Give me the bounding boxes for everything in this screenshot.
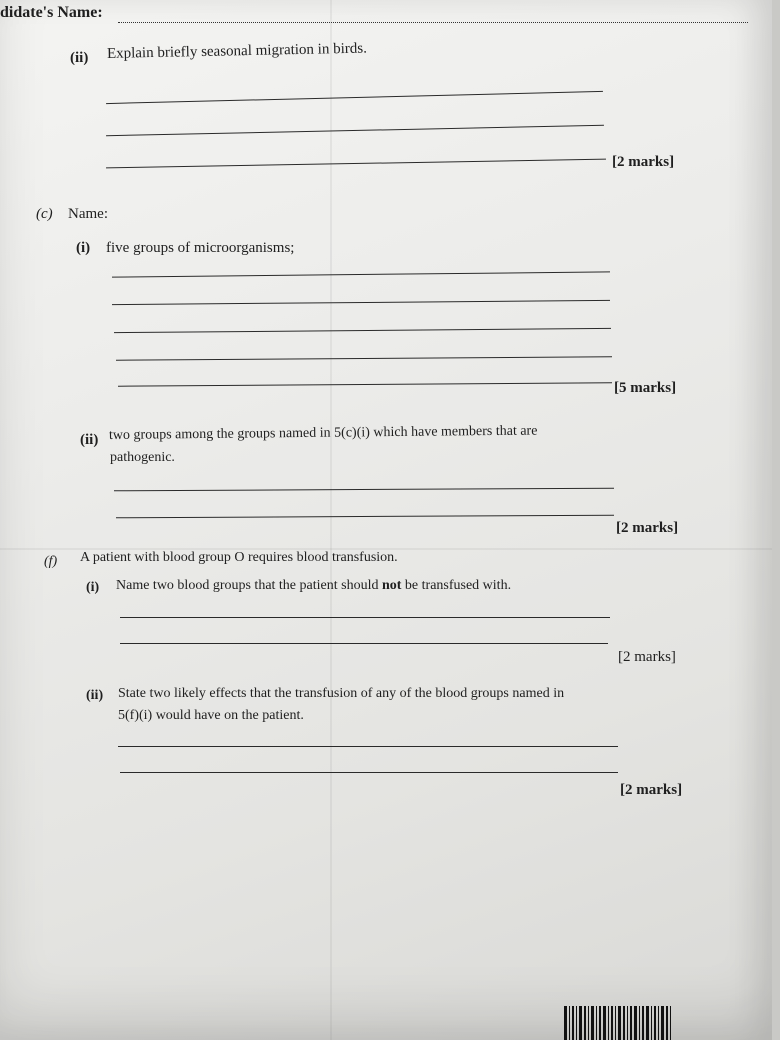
question-text: A patient with blood group O requires blood transfusion.: [80, 550, 398, 565]
question-text: Name two blood groups that the patient should not be transfused with.: [116, 578, 512, 593]
question-text: Explain briefly seasonal migration in birds.: [106, 40, 368, 62]
marks-label: [2 marks]: [620, 782, 683, 798]
question-number: (i): [86, 580, 100, 595]
answer-line[interactable]: [106, 91, 603, 104]
marks-label: [2 marks]: [616, 520, 679, 536]
question-label: (c): [36, 206, 53, 222]
question-number: (ii): [80, 432, 99, 448]
answer-line[interactable]: [112, 271, 610, 277]
question-number: (ii): [86, 688, 104, 703]
answer-line[interactable]: [116, 515, 614, 519]
answer-line[interactable]: [114, 328, 611, 333]
marks-label: [5 marks]: [614, 380, 677, 396]
answer-line[interactable]: [118, 382, 612, 386]
answer-line[interactable]: [120, 772, 618, 773]
marks-label: [2 marks]: [612, 154, 675, 170]
question-text: five groups of microorganisms;: [106, 240, 295, 256]
question-number: (i): [76, 240, 91, 256]
question-title: Name:: [68, 206, 108, 222]
answer-line[interactable]: [116, 356, 612, 360]
answer-line[interactable]: [118, 746, 618, 747]
answer-line[interactable]: [106, 125, 604, 136]
question-number: (ii): [70, 50, 89, 66]
question-text: pathogenic.: [110, 450, 175, 465]
answer-line[interactable]: [114, 488, 614, 492]
candidate-name-label: didate's Name:: [0, 4, 103, 21]
answer-line[interactable]: [120, 643, 608, 644]
question-text: 5(f)(i) would have on the patient.: [118, 708, 304, 723]
question-text: two groups among the groups named in 5(c)(i) which have members that are: [108, 423, 538, 443]
answer-line[interactable]: [120, 617, 610, 618]
answer-line[interactable]: [112, 300, 610, 305]
candidate-name-field[interactable]: [118, 22, 748, 23]
paper-fold: [330, 0, 332, 1040]
emphasis-not: not: [381, 578, 402, 593]
marks-label: [2 marks]: [618, 649, 676, 665]
barcode: [564, 1006, 671, 1040]
question-label: (f): [44, 554, 58, 569]
question-text: State two likely effects that the transfusion of any of the blood groups named in: [118, 686, 565, 701]
answer-line[interactable]: [106, 159, 606, 169]
